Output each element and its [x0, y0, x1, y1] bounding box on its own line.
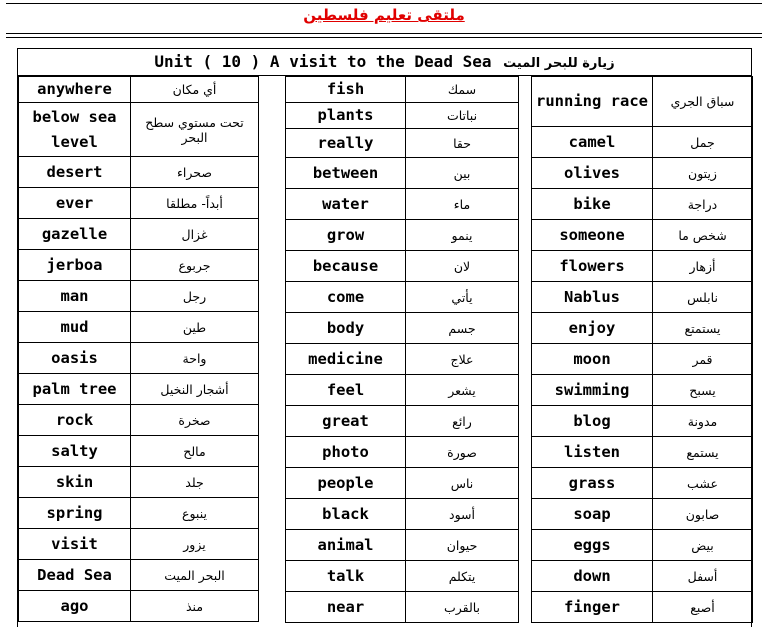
english-word: flowers: [532, 251, 653, 282]
english-word: body: [286, 313, 406, 344]
arabic-meaning: لان: [406, 251, 519, 282]
vocab-row: [19, 405, 259, 436]
arabic-meaning: رائع: [406, 406, 519, 437]
english-word: ago: [19, 591, 131, 622]
vocab-row: [286, 406, 519, 437]
arabic-meaning: قمر: [653, 344, 753, 375]
english-word: running race: [532, 77, 653, 127]
vocab-row: [19, 560, 259, 591]
arabic-meaning: يتكلم: [406, 561, 519, 592]
vocab-row: [19, 591, 259, 622]
vocab-column-1: [18, 76, 259, 622]
arabic-meaning: صخرة: [131, 405, 259, 436]
vocab-row: [532, 282, 753, 313]
arabic-meaning: صحراء: [131, 157, 259, 188]
english-word: below sea level: [19, 103, 131, 157]
vocab-row: [286, 437, 519, 468]
arabic-meaning: غزال: [131, 219, 259, 250]
english-word: eggs: [532, 530, 653, 561]
english-word: come: [286, 282, 406, 313]
english-word: down: [532, 561, 653, 592]
arabic-meaning: حقا: [406, 129, 519, 158]
arabic-meaning: يأتي: [406, 282, 519, 313]
vocab-row: [19, 467, 259, 498]
header-rule-top: [6, 3, 762, 4]
arabic-meaning: ينمو: [406, 220, 519, 251]
arabic-meaning: واحة: [131, 343, 259, 374]
vocab-row: [19, 157, 259, 188]
vocab-row: [532, 220, 753, 251]
english-word: Dead Sea: [19, 560, 131, 591]
english-word: blog: [532, 406, 653, 437]
arabic-meaning: أسود: [406, 499, 519, 530]
vocab-row: [19, 498, 259, 529]
arabic-meaning: أصبع: [653, 592, 753, 623]
english-word: great: [286, 406, 406, 437]
english-word: jerboa: [19, 250, 131, 281]
english-word: spring: [19, 498, 131, 529]
vocab-row: [286, 282, 519, 313]
arabic-meaning: أبداً- مطلقا: [131, 188, 259, 219]
arabic-meaning: ناس: [406, 468, 519, 499]
vocab-row: [19, 374, 259, 405]
vocab-row: [286, 344, 519, 375]
arabic-meaning: تحت مستوي سطح البحر: [131, 103, 259, 157]
english-word: bike: [532, 189, 653, 220]
arabic-meaning: طين: [131, 312, 259, 343]
english-word: listen: [532, 437, 653, 468]
english-word: plants: [286, 103, 406, 129]
vocab-row: [532, 127, 753, 158]
arabic-meaning: صابون: [653, 499, 753, 530]
header-rule-1: [6, 33, 762, 34]
english-word: skin: [19, 467, 131, 498]
english-word: palm tree: [19, 374, 131, 405]
english-word: black: [286, 499, 406, 530]
english-word: desert: [19, 157, 131, 188]
arabic-meaning: مدونة: [653, 406, 753, 437]
english-word: man: [19, 281, 131, 312]
vocab-row: [19, 312, 259, 343]
arabic-meaning: زيتون: [653, 158, 753, 189]
english-word: really: [286, 129, 406, 158]
english-word: oasis: [19, 343, 131, 374]
vocab-row: [532, 313, 753, 344]
arabic-meaning: علاج: [406, 344, 519, 375]
vocab-row: [286, 77, 519, 103]
english-word: visit: [19, 529, 131, 560]
arabic-meaning: رجل: [131, 281, 259, 312]
english-word: grow: [286, 220, 406, 251]
arabic-meaning: جمل: [653, 127, 753, 158]
arabic-meaning: أزهار: [653, 251, 753, 282]
english-word: grass: [532, 468, 653, 499]
unit-title-english: Unit ( 10 ) A visit to the Dead Sea: [154, 52, 492, 71]
vocab-row: [19, 103, 259, 157]
vocab-row: [19, 436, 259, 467]
vocab-row: [532, 437, 753, 468]
arabic-meaning: جربوع: [131, 250, 259, 281]
vocab-row: [19, 281, 259, 312]
vocab-row: [532, 344, 753, 375]
english-word: gazelle: [19, 219, 131, 250]
english-word: water: [286, 189, 406, 220]
arabic-meaning: بين: [406, 158, 519, 189]
arabic-meaning: دراجة: [653, 189, 753, 220]
arabic-meaning: أشجار النخيل: [131, 374, 259, 405]
vocab-row: [286, 158, 519, 189]
english-word: talk: [286, 561, 406, 592]
vocab-row: [532, 375, 753, 406]
english-word: mud: [19, 312, 131, 343]
arabic-meaning: شخص ما: [653, 220, 753, 251]
english-word: enjoy: [532, 313, 653, 344]
arabic-meaning: يزور: [131, 529, 259, 560]
arabic-meaning: البحر الميت: [131, 560, 259, 591]
vocab-row: [286, 220, 519, 251]
vocab-row: [286, 189, 519, 220]
english-word: feel: [286, 375, 406, 406]
arabic-meaning: صورة: [406, 437, 519, 468]
vocab-row: [286, 103, 519, 129]
english-word: moon: [532, 344, 653, 375]
vocab-row: [532, 189, 753, 220]
arabic-meaning: بالقرب: [406, 592, 519, 623]
vocab-row: [286, 129, 519, 158]
vocab-row: [286, 561, 519, 592]
arabic-meaning: سباق الجري: [653, 77, 753, 127]
english-word: finger: [532, 592, 653, 623]
arabic-meaning: يستمتع: [653, 313, 753, 344]
english-word: photo: [286, 437, 406, 468]
english-word: Nablus: [532, 282, 653, 313]
vocab-column-2: [285, 76, 519, 623]
english-word: anywhere: [19, 77, 131, 103]
english-word: soap: [532, 499, 653, 530]
english-word: fish: [286, 77, 406, 103]
english-word: medicine: [286, 344, 406, 375]
arabic-meaning: جسم: [406, 313, 519, 344]
vocabulary-frame: [17, 48, 752, 627]
arabic-meaning: منذ: [131, 591, 259, 622]
arabic-meaning: أسفل: [653, 561, 753, 592]
arabic-meaning: يسبح: [653, 375, 753, 406]
site-title: ملتقى تعليم فلسطين: [303, 6, 465, 24]
english-word: animal: [286, 530, 406, 561]
arabic-meaning: أي مكان: [131, 77, 259, 103]
vocab-row: [19, 219, 259, 250]
vocab-row: [532, 77, 753, 127]
arabic-meaning: ماء: [406, 189, 519, 220]
vocab-row: [19, 529, 259, 560]
english-word: ever: [19, 188, 131, 219]
arabic-meaning: يشعر: [406, 375, 519, 406]
vocab-row: [19, 188, 259, 219]
arabic-meaning: سمك: [406, 77, 519, 103]
english-word: swimming: [532, 375, 653, 406]
header-rule-2: [6, 37, 762, 38]
vocab-row: [286, 375, 519, 406]
english-word: people: [286, 468, 406, 499]
english-word: camel: [532, 127, 653, 158]
arabic-meaning: يستمع: [653, 437, 753, 468]
vocab-row: [532, 530, 753, 561]
arabic-meaning: حيوان: [406, 530, 519, 561]
vocab-row: [19, 77, 259, 103]
vocab-row: [286, 251, 519, 282]
arabic-meaning: مالح: [131, 436, 259, 467]
vocab-row: [532, 468, 753, 499]
vocab-row: [19, 250, 259, 281]
vocab-row: [286, 313, 519, 344]
vocab-row: [532, 499, 753, 530]
vocab-row: [286, 499, 519, 530]
vocab-row: [532, 251, 753, 282]
vocab-row: [286, 530, 519, 561]
arabic-meaning: نباتات: [406, 103, 519, 129]
english-word: because: [286, 251, 406, 282]
vocab-row: [532, 561, 753, 592]
arabic-meaning: جلد: [131, 467, 259, 498]
english-word: rock: [19, 405, 131, 436]
english-word: between: [286, 158, 406, 189]
english-word: someone: [532, 220, 653, 251]
english-word: olives: [532, 158, 653, 189]
english-word: salty: [19, 436, 131, 467]
vocab-row: [532, 406, 753, 437]
arabic-meaning: بيض: [653, 530, 753, 561]
arabic-meaning: نابلس: [653, 282, 753, 313]
arabic-meaning: ينبوع: [131, 498, 259, 529]
vocab-row: [286, 592, 519, 623]
vocab-row: [532, 592, 753, 623]
vocab-column-3: [531, 76, 753, 623]
unit-title-arabic: زيارة للبحر الميت: [503, 56, 615, 71]
arabic-meaning: عشب: [653, 468, 753, 499]
vocab-row: [532, 158, 753, 189]
vocab-row: [19, 343, 259, 374]
english-word: near: [286, 592, 406, 623]
vocab-row: [286, 468, 519, 499]
unit-title: [18, 49, 751, 76]
